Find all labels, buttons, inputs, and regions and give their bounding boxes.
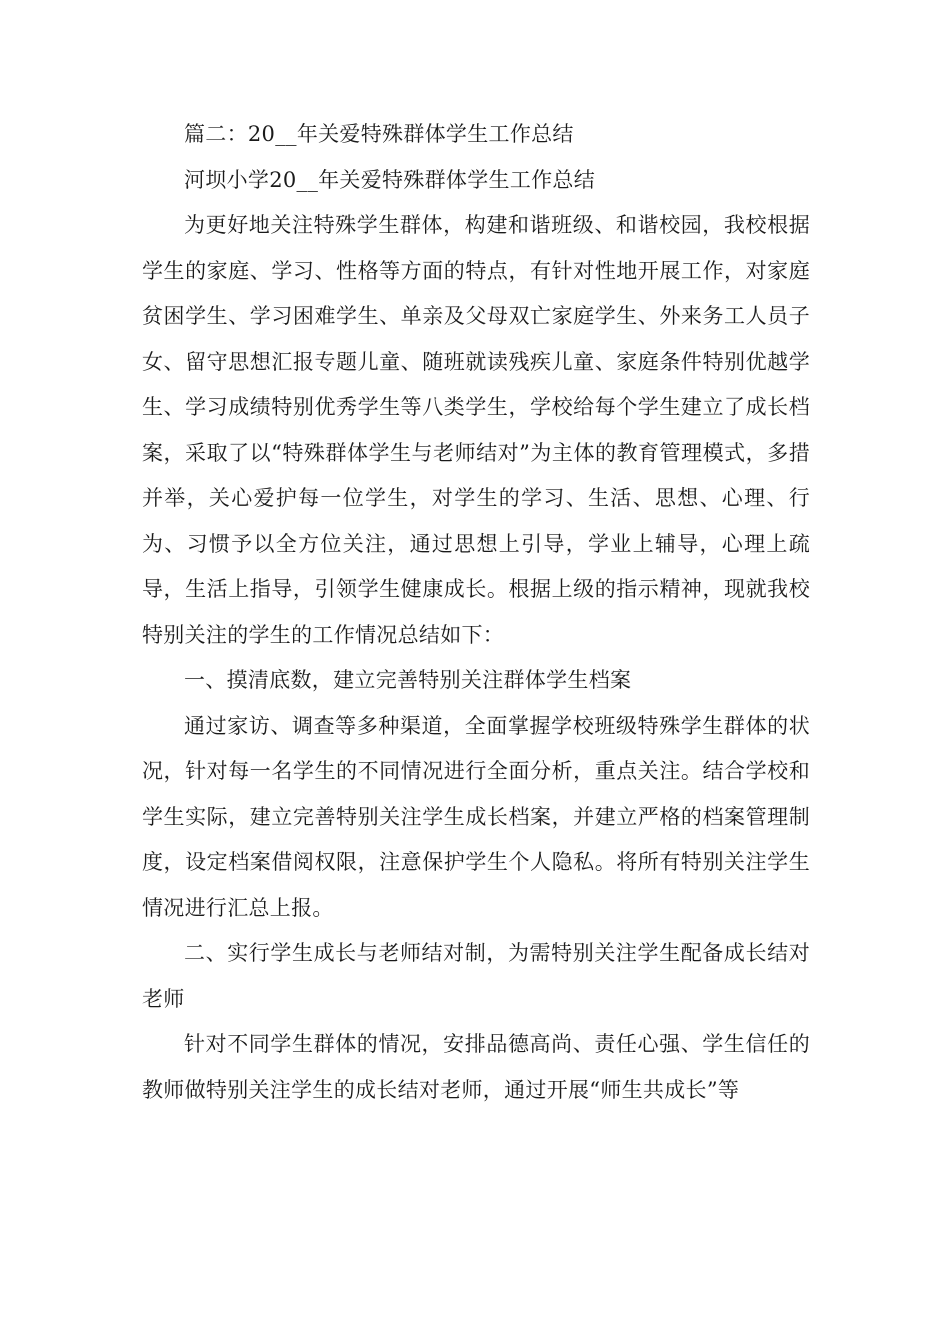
document-page	[142, 112, 810, 1113]
paragraph-section-1: 通过家访、调查等多种渠道，全面掌握学校班级特殊学生群体的状况，针对每一名学生的不同情况进行全面分析，重点关注。结合学校和学生实际，建立完善特别关注学生成长档案，并建立严格的档案管理制度，设定档案借阅权限，注意保护学生个人隐私。将所有特别关注学生情况进行汇总上报。	[142, 713, 810, 920]
section-heading-1: 一、摸清底数，建立完善特别关注群体学生档案	[184, 668, 632, 692]
paragraph-section-2: 针对不同学生群体的情况，安排品德高尚、责任心强、学生信任的教师做特别关注学生的成长结对老师，通过开展“师生共成长”等	[142, 1032, 810, 1102]
document-heading: 篇二：20__年关爱特殊群体学生工作总结	[184, 122, 574, 146]
section-heading-2: 二、实行学生成长与老师结对制，为需特别关注学生配备成长结对老师	[142, 941, 810, 1011]
document-subheading: 河坝小学20__年关爱特殊群体学生工作总结	[184, 167, 596, 192]
paragraph-intro: 为更好地关注特殊学生群体，构建和谐班级、和谐校园，我校根据学生的家庭、学习、性格等方面的特点，有针对性地开展工作，对家庭贫困学生、学习困难学生、单亲及父母双亡家庭学生、外来务工人员子女、留守思想汇报专题儿童、随班就读残疾儿童、家庭条件特别优越学生、学习成绩特别优秀学生等八类学生，学校给每个学生建立了成长档案，采取了以“特殊群体学生与老师结对”为主体的教育管理模式，多措并举，关心爱护每一位学生，对学生的学习、生活、思想、心理、行为、习惯予以全方位关注，通过思想上引导，学业上辅导，心理上疏导，生活上指导，引领学生健康成长。根据上级的指示精神，现就我校特别关注的学生的工作情况总结如下：	[142, 213, 810, 647]
